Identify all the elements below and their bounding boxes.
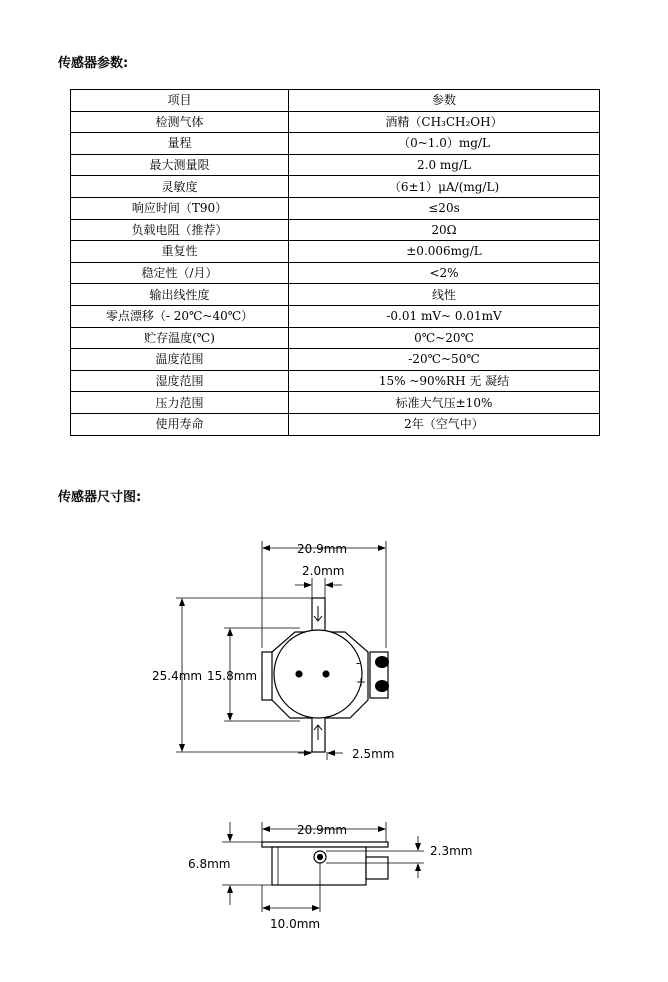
top-view [176,541,388,760]
side-hole-label: 2.3mm [430,844,473,858]
param-name-cell: 量程 [71,133,289,155]
param-value-cell: 酒精（CH₃CH₂OH） [289,111,600,133]
top-height-label: 25.4mm [152,669,203,683]
param-name-cell: 灵敏度 [71,176,289,198]
param-value-cell: 2.0 mg/L [289,154,600,176]
pin-dot-left [295,670,302,677]
param-value-cell: -0.01 mV~ 0.01mV [289,305,600,327]
param-value-cell: 20Ω [289,219,600,241]
param-value-cell: -20℃~50℃ [289,349,600,371]
param-name-cell: 使用寿命 [71,413,289,435]
param-name-cell: 检测气体 [71,111,289,133]
param-value-cell: ±0.006mg/L [289,241,600,263]
param-name-cell: 最大测量限 [71,154,289,176]
pin-dot-right [322,670,329,677]
param-name-cell: 重复性 [71,241,289,263]
param-name-cell: 贮存温度(℃) [71,327,289,349]
top-width-label: 20.9mm [297,542,348,556]
param-name-cell: 压力范围 [71,392,289,414]
param-value-cell: <2% [289,262,600,284]
param-name-cell: 温度范围 [71,349,289,371]
param-name-cell: 输出线性度 [71,284,289,306]
param-value-cell: 2年（空气中） [289,413,600,435]
terminal-positive [375,680,389,692]
header-param: 参数 [289,90,600,112]
minus-sign: - [356,656,361,670]
top-body-height-label: 15.8mm [207,669,258,683]
param-name-cell: 负载电阻（推荐） [71,219,289,241]
param-value-cell: 15% ~90%RH 无 凝结 [289,370,600,392]
param-name-cell: 响应时间（T90） [71,197,289,219]
side-width-label: 20.9mm [297,823,348,837]
sensor-params-heading: 传感器参数: [58,56,129,71]
param-value-cell: 0℃~20℃ [289,327,600,349]
param-name-cell: 稳定性（/月） [71,262,289,284]
param-value-cell: ≤20s [289,197,600,219]
plus-sign: + [356,675,367,689]
sensor-dimensions-heading: 传感器尺寸图: [58,490,142,505]
param-value-cell: （0~1.0）mg/L [289,133,600,155]
param-value-cell: 标准大气压±10% [289,392,600,414]
param-value-cell: （6±1）μA/(mg/L) [289,176,600,198]
top-pin-width-label: 2.0mm [302,564,345,578]
side-thickness-label: 6.8mm [188,857,231,871]
top-pin-gap-label: 2.5mm [352,747,395,761]
header-item: 项目 [71,90,289,112]
side-offset-label: 10.0mm [270,917,321,931]
param-value-cell: 线性 [289,284,600,306]
terminal-negative [375,656,389,668]
param-name-cell: 湿度范围 [71,370,289,392]
param-name-cell: 零点漂移（- 20℃~40℃） [71,305,289,327]
